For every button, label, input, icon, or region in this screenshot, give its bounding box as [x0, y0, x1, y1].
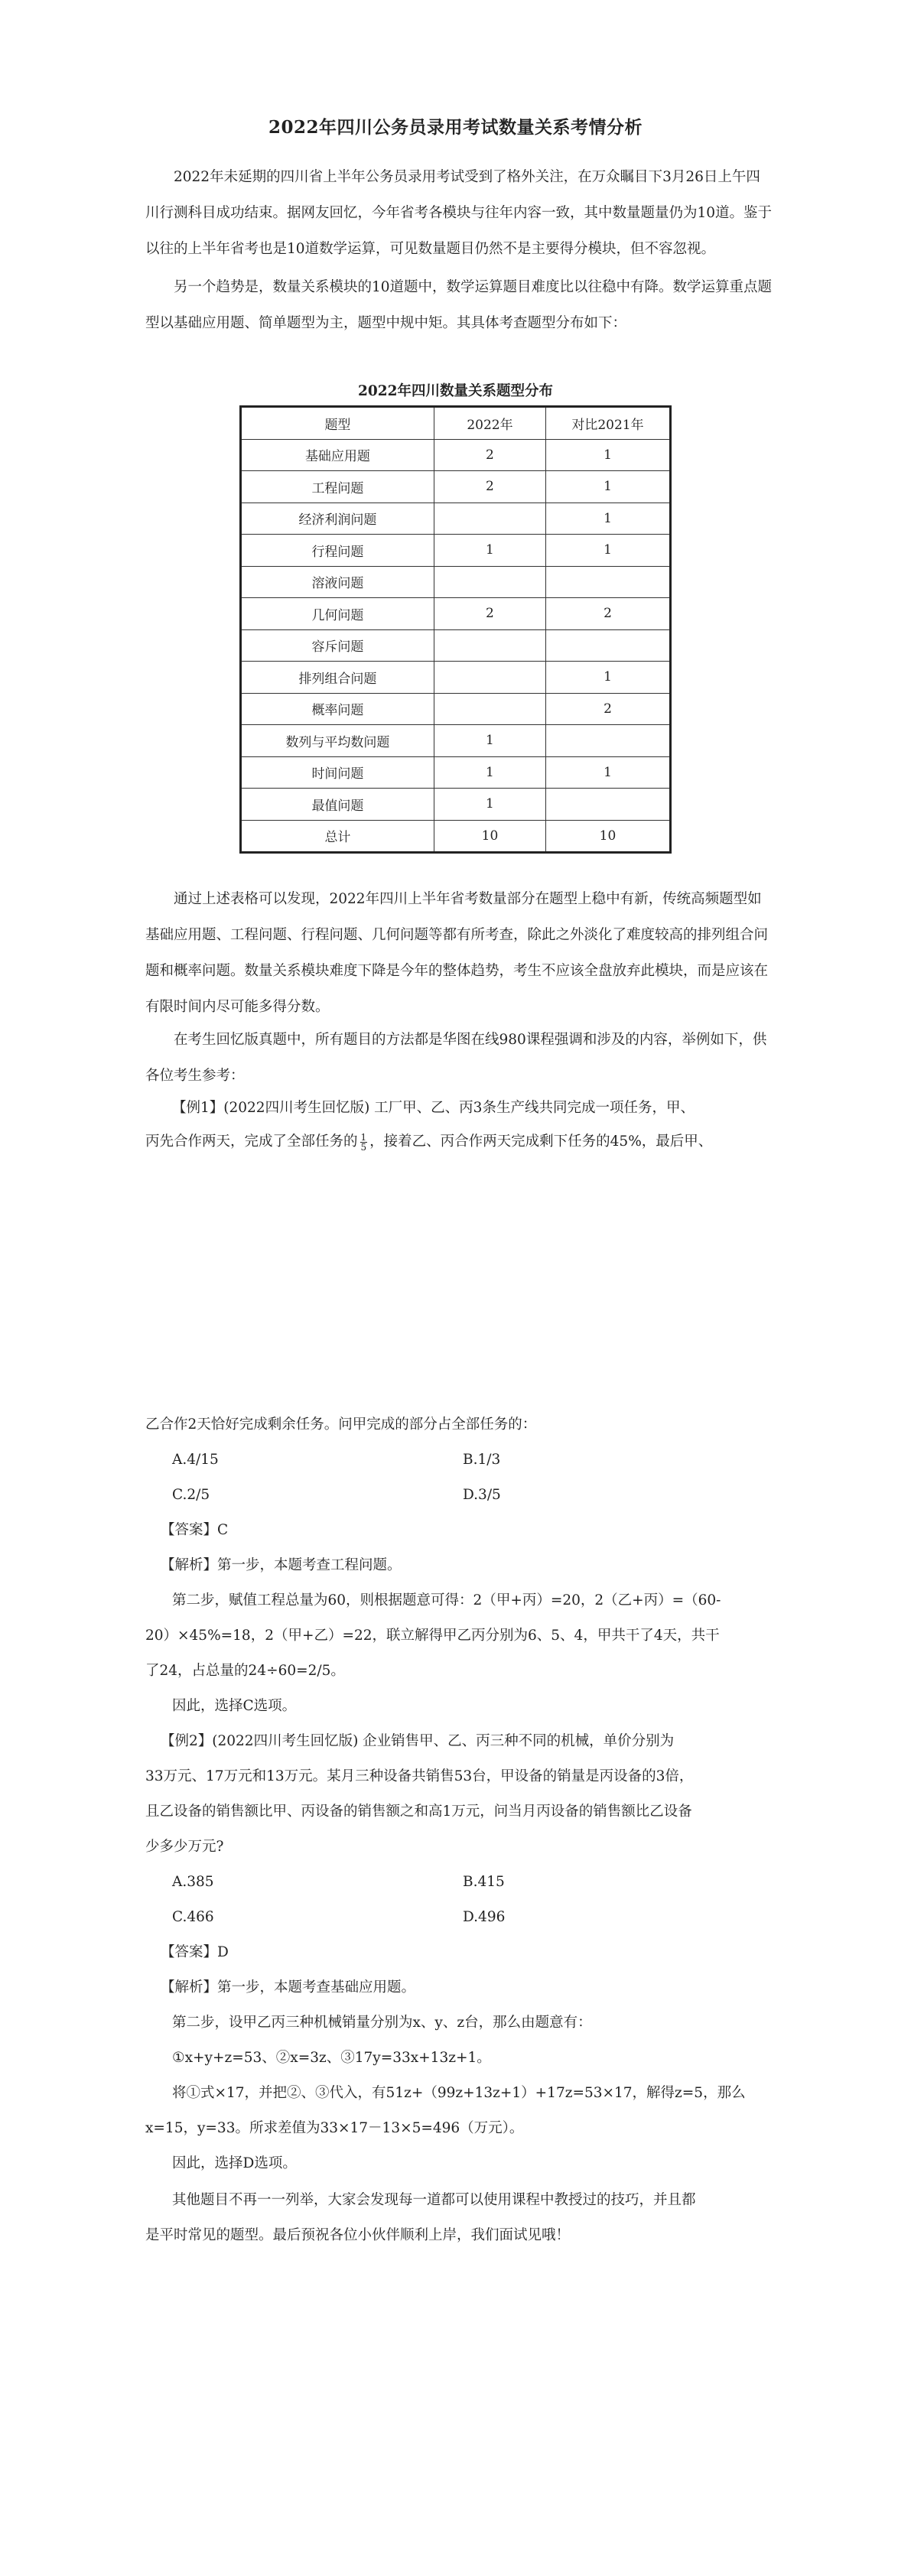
header-type: 题型	[241, 407, 434, 440]
cell-2021: 2	[546, 598, 671, 630]
example2-option-b: B.415	[463, 1874, 505, 1890]
closing-line1: 其他题目不再一一列举，大家会发现每一道都可以使用课程中教授过的技巧，并且都	[172, 2192, 696, 2208]
cell-2022	[434, 662, 545, 694]
cell-2021: 1	[546, 439, 671, 471]
table-row	[241, 662, 671, 694]
cell-2022	[434, 629, 545, 662]
cell-2021: 2	[546, 693, 671, 725]
example1-analysis-step1: 【解析】第一步，本题考查工程问题。	[161, 1557, 402, 1573]
cell-type: 总计	[241, 820, 434, 853]
example1-question-line2: 丙先合作两天，完成了全部任务的 $\frac{1}{5}$ ，接着乙、丙合作两天完成剩下任务的45%，最后甲、	[145, 1131, 713, 1153]
cell-type: 基础应用题	[241, 439, 434, 471]
cell-type: 最值问题	[241, 789, 434, 821]
analysis-paragraph-1: 通过上述表格可以发现，2022年四川上半年省考数量部分在题型上稳中有新，传统高频题型如基础应用题、工程问题、行程问题、几何问题等都有所考查，除此之外淡化了难度较高的排列组合问题和概率问题。数量关系模块难度下降是今年的整体趋势，考生不应该全盘放弃此模块，而是应该在有限时间内尽可能多得分数。	[145, 891, 769, 1015]
cell-2021: 1	[546, 471, 671, 503]
table-row	[241, 503, 671, 535]
question-type-table	[239, 405, 672, 854]
cell-2021	[546, 725, 671, 757]
analysis-paragraph-2: 在考生回忆版真题中，所有题目的方法都是华图在线980课程强调和涉及的内容，举例如下，供各位考生参考：	[145, 1032, 767, 1084]
table-row	[241, 756, 671, 789]
cell-type: 几何问题	[241, 598, 434, 630]
example2-question-line4: 少多少万元?	[145, 1839, 224, 1855]
table-header-row	[241, 407, 671, 440]
cell-2022: 2	[434, 471, 545, 503]
table-row	[241, 566, 671, 598]
cell-type: 数列与平均数问题	[241, 725, 434, 757]
table-row	[241, 725, 671, 757]
example1-option-d: D.3/5	[463, 1487, 501, 1503]
cell-2022	[434, 566, 545, 598]
page-title: 2022年四川公务员录用考试数量关系考情分析	[268, 117, 643, 138]
example1-analysis-step2-line1: 第二步，赋值工程总量为60，则根据题意可得：2（甲+丙）=20，2（乙+丙）=（60-	[172, 1592, 721, 1608]
cell-2021	[546, 566, 671, 598]
header-2022: 2022年	[434, 407, 545, 440]
table-row	[241, 789, 671, 821]
cell-2021: 10	[546, 820, 671, 853]
example2-analysis-step3-line2: x=15，y=33。所求差值为33×17－13×5=496（万元）。	[145, 2120, 524, 2136]
cell-2022: 10	[434, 820, 545, 853]
example2-equations: ①x+y+z=53、②x=3z、③17y=33x+13z+1。	[172, 2050, 491, 2066]
table-row	[241, 693, 671, 725]
example1-conclusion: 因此，选择C选项。	[172, 1698, 297, 1714]
cell-type: 行程问题	[241, 535, 434, 567]
cell-type: 概率问题	[241, 693, 434, 725]
cell-2021: 1	[546, 535, 671, 567]
example2-analysis-step2: 第二步，设甲乙丙三种机械销量分别为x、y、z台，那么由题意有：	[172, 2015, 592, 2031]
table-row	[241, 629, 671, 662]
intro-paragraph-1: 2022年未延期的四川省上半年公务员录用考试受到了格外关注，在万众瞩目下3月26日上午四川行测科目成功结束。据网友回忆，今年省考各模块与往年内容一致，其中数量题量仍为10道。鉴于以往的上半年省考也是10道数学运算，可见数量题目仍然不是主要得分模块，但不容忽视。	[145, 169, 773, 257]
example2-answer: 【答案】D	[161, 1944, 229, 1960]
cell-type: 容斥问题	[241, 629, 434, 662]
cell-2022: 1	[434, 756, 545, 789]
example1-option-a: A.4/15	[172, 1452, 219, 1468]
cell-2022: 2	[434, 439, 545, 471]
cell-2022: 1	[434, 535, 545, 567]
cell-type: 时间问题	[241, 756, 434, 789]
cell-2022: 2	[434, 598, 545, 630]
cell-type: 排列组合问题	[241, 662, 434, 694]
example1-option-c: C.2/5	[172, 1487, 210, 1503]
cell-2022	[434, 503, 545, 535]
cell-2021: 1	[546, 503, 671, 535]
example1-question-line3: 乙合作2天恰好完成剩余任务。问甲完成的部分占全部任务的：	[145, 1416, 537, 1433]
example2-analysis-step1: 【解析】第一步，本题考查基础应用题。	[161, 1979, 416, 1995]
example1-analysis-step2-line3: 了24，占总量的24÷60=2/5。	[145, 1663, 345, 1679]
table-row	[241, 471, 671, 503]
example1-analysis-step2-line2: 20）×45%=18，2（甲+乙）=22，联立解得甲乙丙分别为6、5、4，甲共干了4天，共干	[145, 1628, 720, 1644]
cell-type: 经济利润问题	[241, 503, 434, 535]
cell-2022: 1	[434, 725, 545, 757]
table-row	[241, 598, 671, 630]
cell-2022	[434, 693, 545, 725]
example1-option-b: B.1/3	[463, 1452, 501, 1468]
cell-2021	[546, 789, 671, 821]
example2-option-a: A.385	[172, 1874, 214, 1890]
example1-answer: 【答案】C	[161, 1522, 229, 1538]
example2-option-d: D.496	[463, 1909, 506, 1925]
cell-type: 工程问题	[241, 471, 434, 503]
example2-option-c: C.466	[172, 1909, 214, 1925]
example2-question-line1: 【例2】(2022四川考生回忆版) 企业销售甲、乙、丙三种不同的机械，单价分别为	[161, 1733, 675, 1749]
cell-2021: 1	[546, 756, 671, 789]
header-2021: 对比2021年	[546, 407, 671, 440]
example2-analysis-step3-line1: 将①式×17，并把②、③代入，有51z+（99z+13z+1）+17z=53×17，解得z=5，那么	[172, 2085, 746, 2101]
example2-question-line2: 33万元、17万元和13万元。某月三种设备共销售53台，甲设备的销量是丙设备的3倍，	[145, 1768, 694, 1784]
table-row	[241, 820, 671, 853]
table-row	[241, 535, 671, 567]
cell-2021: 1	[546, 662, 671, 694]
fraction-one-fifth: $\frac{1}{5}$	[360, 1131, 367, 1153]
table-row	[241, 439, 671, 471]
cell-type: 溶液问题	[241, 566, 434, 598]
example2-conclusion: 因此，选择D选项。	[172, 2155, 297, 2171]
example1-question-line1: 【例1】(2022四川考生回忆版) 工厂甲、乙、丙3条生产线共同完成一项任务，甲、	[172, 1100, 695, 1116]
cell-2022: 1	[434, 789, 545, 821]
closing-line2: 是平时常见的题型。最后预祝各位小伙伴顺利上岸，我们面试见哦！	[145, 2227, 571, 2243]
table-caption: 2022年四川数量关系题型分布	[358, 383, 553, 399]
example2-question-line3: 且乙设备的销售额比甲、丙设备的销售额之和高1万元，问当月丙设备的销售额比乙设备	[145, 1804, 692, 1820]
cell-2021	[546, 629, 671, 662]
intro-paragraph-2: 另一个趋势是，数量关系模块的10道题中，数学运算题目难度比以往稳中有降。数学运算重点题型以基础应用题、简单题型为主，题型中规中矩。其具体考查题型分布如下：	[145, 279, 773, 331]
